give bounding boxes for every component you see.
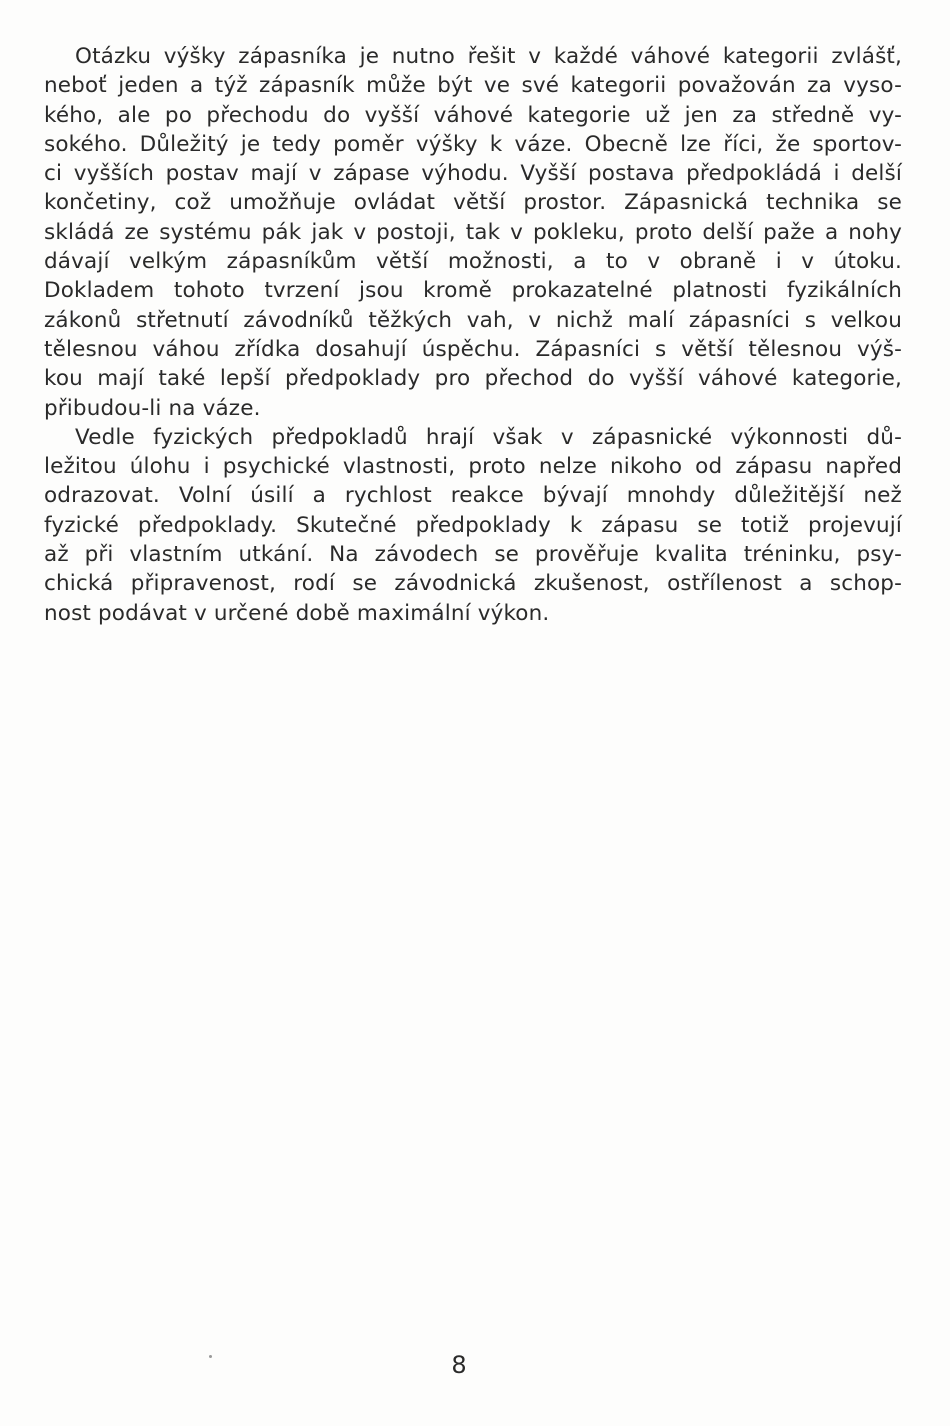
paragraph-1-line-11: tělesnou váhou zřídka dosahují úspěchu. Zápasníci s větší tělesnou výš- [44, 336, 902, 362]
paragraph-2-line-2: ležitou úlohu i psychické vlastnosti, proto nelze nikoho od zápasu napřed [44, 454, 902, 480]
paragraph-1-line-5: ci vyšších postav mají v zápase výhodu. Vyšší postava předpokládá i delší [44, 161, 902, 187]
paragraph-1-line-1: Otázku výšky zápasníka je nutno řešit v každé váhové kategorii zvlášť, [75, 44, 902, 69]
paragraph-1-line-8: dávají velkým zápasníkům větší možnosti, a to v obraně i v útoku. [44, 249, 902, 275]
paragraph-1-line-10: zákonů střetnutí závodníků těžkých vah, v nichž malí zápasníci s velkou [44, 307, 902, 333]
paragraph-1-line-4: sokého. Důležitý je tedy poměr výšky k váze. Obecně lze říci, že sportov- [44, 131, 902, 157]
paragraph-1-line-13: přibudou-li na váze. [44, 395, 261, 421]
paragraph-2-line-6: chická připravenost, rodí se závodnická zkušenost, ostřílenost a schop- [44, 571, 902, 597]
paragraph-1-line-12: kou mají také lepší předpoklady pro přechod do vyšší váhové kategorie, [44, 366, 902, 392]
paragraph-2-line-7: nost podávat v určené době maximální výkon. [44, 600, 550, 626]
paragraph-1-line-9: Dokladem tohoto tvrzení jsou kromě prokazatelné platnosti fyzikálních [44, 278, 902, 304]
page-number: 8 [451, 1351, 467, 1379]
paragraph-2-line-5: až při vlastním utkání. Na závodech se prověřuje kvalita tréninku, psy- [44, 542, 902, 568]
paragraph-1-line-7: skládá ze systému pák jak v postoji, tak v pokleku, proto delší paže a nohy [44, 219, 902, 245]
paragraph-2-line-4: fyzické předpoklady. Skutečné předpoklady k zápasu se totiž projevují [44, 512, 902, 538]
paragraph-2-line-3: odrazovat. Volní úsilí a rychlost reakce bývají mnohdy důležitější než [44, 483, 902, 509]
paragraph-2-line-1: Vedle fyzických předpokladů hrají však v zápasnické výkonnosti dů- [75, 424, 902, 450]
paragraph-1-line-3: kého, ale po přechodu do vyšší váhové kategorie už jen za středně vy- [44, 102, 902, 128]
paragraph-1-line-6: končetiny, což umožňuje ovládat větší prostor. Zápasnická technika se [44, 190, 902, 216]
body-text [44, 42, 902, 628]
paragraph-1-line-2: neboť jeden a týž zápasník může být ve své kategorii považován za vyso- [44, 73, 902, 99]
